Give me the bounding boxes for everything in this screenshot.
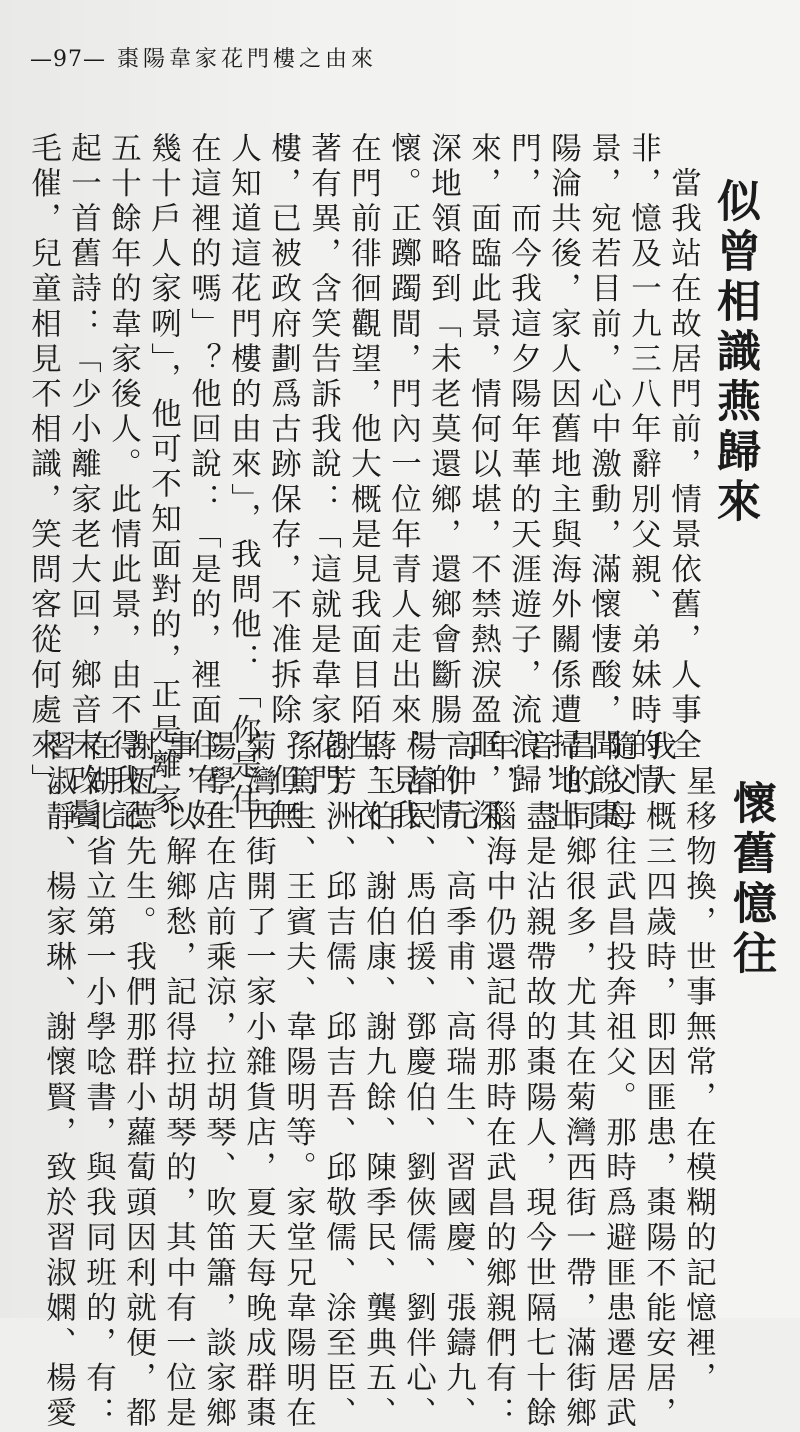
text-column: 楊濬民、馬伯援、鄧慶伯、劉俠儒、劉伴心、 [400, 730, 436, 1432]
text-column: 毛催，兒童相見不相識，笑問客從何處來」。 [25, 132, 61, 819]
text-column: 音，盡是沾親帶故的棗陽人，現今世隔七十餘 [520, 730, 556, 1432]
text-column: 年，腦海中仍還記得那時在武昌的鄉親們有： [480, 730, 516, 1432]
text-column: 五十餘年的韋家後人。此情此景，由不得我記 [105, 132, 141, 834]
text-column: 懷。正躑躅間，門內一位年青人走出來，見我 [385, 132, 421, 834]
text-column: 景，宛若目前，心中激動，滿懷悽酸，聞說棗 [585, 132, 621, 834]
section-title-1: 似曾相識燕歸來 [709, 178, 760, 528]
text-column: 事，以解鄉愁，記得拉胡琴的，其中有一位是 [160, 730, 196, 1432]
text-column: 蔣玉伯、謝伯康、謝九餘、陳季民、龔典五、 [360, 730, 396, 1432]
text-column: 孫篤生、王賓夫、韋陽明等。家堂兄韋陽明在 [280, 730, 316, 1432]
text-column: 人知道這花門樓的由來」，我問他：「你是住 [225, 132, 261, 819]
text-column: 在這裡的嗎」？他回說：「是的，裡面住有好 [185, 132, 221, 834]
text-column: 隨父母往武昌投奔祖父。那時爲避匪患遷居武 [600, 730, 636, 1432]
section-title-2: 懷舊憶往 [725, 780, 776, 980]
text-column: 起一首舊詩：「少小離家老大回，鄉音未改鬢 [65, 132, 101, 834]
text-column: 星移物換，世事無常，在模糊的記憶裡， [680, 730, 716, 1397]
text-column: 深地領略到「未老莫還鄉，還鄉會斷腸」的情 [425, 132, 461, 834]
text-column: 非，憶及一九三八年辭別父親、弟妹時的情 [625, 132, 661, 799]
text-column: 著有異，含笑告訴我說：「這就是韋家花門 [305, 132, 341, 799]
running-title: 棗陽韋家花門樓之由來 [117, 47, 378, 72]
text-column: 當我站在故居門前，情景依舊，人事全 [665, 132, 701, 764]
text-column: 陽學生在店前乘涼，拉胡琴、吹笛簫，談家鄉 [200, 730, 236, 1432]
text-column: 菊灣西街開了一家小雜貨店，夏天每晚成群棗 [240, 730, 276, 1432]
text-column: 謝芳洲、邱吉儒、邱吉吾、邱敬儒、涂至臣、 [320, 730, 356, 1432]
text-column: 來，面臨此景，情何以堪，不禁熱淚盈眶，深 [465, 132, 501, 834]
text-column: 門，而今我這夕陽年華的天涯遊子，流浪歸 [505, 132, 541, 799]
text-column: 樓，已被政府劃爲古跡保存，不准拆除。但無 [265, 132, 301, 834]
text-column: 在湖北省立第一小學唸書，與我同班的，有： [80, 730, 116, 1432]
text-column: 習淑靜、楊家琳、謝懷賢，致於習淑嫻、楊愛 [40, 730, 76, 1432]
page-number: —97— [30, 47, 106, 72]
text-column: 在門前徘徊觀望，他大概是見我面目陌生，衣 [345, 132, 381, 834]
page-header [30, 42, 377, 73]
text-column: 謝恆德先生。我們那群小蘿蔔頭因利就便，都 [120, 730, 156, 1432]
text-column: 幾十戶人家咧」，他可不知面對的，正是離家 [145, 132, 181, 819]
text-column: 昌的同鄉很多，尤其在菊灣西街一帶，滿街鄉 [560, 730, 596, 1432]
text-column: 陽淪共後，家人因舊地主與海外關係遭掃地出 [545, 132, 581, 834]
text-column: 我大概三四歲時，即因匪患，棗陽不能安居， [640, 730, 676, 1432]
text-column: 高仲元、高季甫、高瑞生、習國慶、張鑄九、 [440, 730, 476, 1432]
